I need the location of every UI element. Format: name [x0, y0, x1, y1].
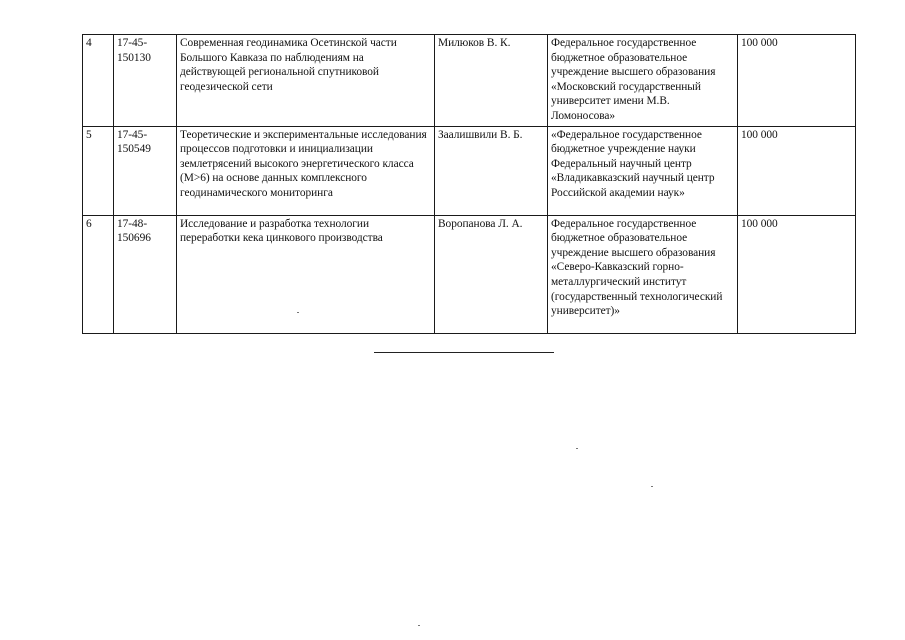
funding-amount: 100 000	[738, 215, 856, 333]
project-code: 17-45- 150130	[114, 35, 177, 127]
organization: «Федеральное государственное бюджетное учреждение науки Федеральный научный центр «Владикавказский научный центр Российской академии наук»	[548, 126, 738, 215]
scan-speck	[297, 312, 299, 313]
separator-line	[374, 352, 554, 353]
project-title: Современная геодинамика Осетинской части Большого Кавказа по наблюдениям на действующей региональной спутниковой геодезической сети	[177, 35, 435, 127]
table-row	[83, 215, 856, 333]
row-number: 6	[83, 215, 114, 333]
project-head: Воропанова Л. А.	[435, 215, 548, 333]
project-code: 17-48- 150696	[114, 215, 177, 333]
project-title: Исследование и разработка технологии переработки кека цинкового производства	[177, 215, 435, 333]
funding-amount: 100 000	[738, 35, 856, 127]
organization: Федеральное государственное бюджетное образовательное учреждение высшего образования «Северо-Кавказский горно-металлургический институт (государственный технологический университет)»	[548, 215, 738, 333]
project-head: Милюков В. К.	[435, 35, 548, 127]
grants-table	[82, 34, 856, 334]
scan-speck	[418, 625, 420, 626]
project-title: Теоретические и экспериментальные исследования процессов подготовки и инициализации землетрясений высокого энергетического класса (М>6) на основе данных комплексного геодинамического мониторинга	[177, 126, 435, 215]
table-row	[83, 126, 856, 215]
project-code: 17-45- 150549	[114, 126, 177, 215]
project-head: Заалишвили В. Б.	[435, 126, 548, 215]
scan-speck	[576, 448, 578, 449]
row-number: 5	[83, 126, 114, 215]
row-number: 4	[83, 35, 114, 127]
funding-amount: 100 000	[738, 126, 856, 215]
table-row	[83, 35, 856, 127]
organization: Федеральное государственное бюджетное образовательное учреждение высшего образования «Московский государственный университет имени М.В. Ломоносова»	[548, 35, 738, 127]
scan-speck	[651, 486, 653, 487]
